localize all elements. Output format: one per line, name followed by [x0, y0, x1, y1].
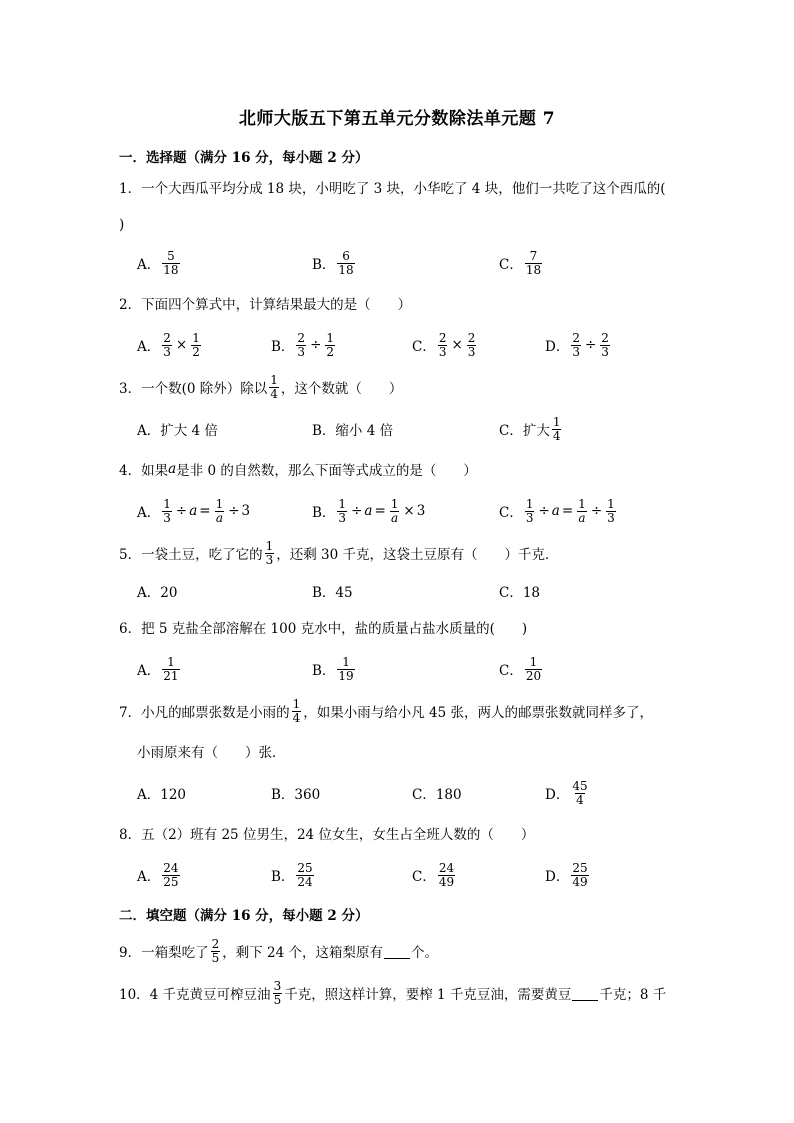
question-4-option-c[interactable]: C． $\frac{1}{3}$ ÷ a = $\frac{1}{a}$ ÷ $\frac{1}{3}$: [499, 496, 615, 525]
question-8-option-b[interactable]: B． $\frac{25}{24}$: [271, 860, 313, 889]
page-title: 北师大版五下第五单元分数除法单元题 7: [238, 109, 556, 129]
question-8-option-c[interactable]: C． $\frac{24}{49}$: [412, 860, 455, 889]
question-7-option-a[interactable]: A．120: [137, 787, 187, 803]
question-7-option-b[interactable]: B．360: [271, 787, 321, 803]
question-8-option-a[interactable]: A． $\frac{24}{25}$: [137, 860, 179, 889]
question-7-option-d[interactable]: D． $\frac{45}{4}$: [545, 778, 588, 807]
question-2-option-a[interactable]: A． $\frac{2}{3}$ × $\frac{1}{2}$: [137, 330, 200, 359]
question-1-option-c[interactable]: C． $\frac{7}{18}$: [499, 248, 542, 277]
question-3-option-a[interactable]: A．扩大 4 倍: [137, 423, 218, 439]
question-4-option-b[interactable]: B． $\frac{1}{3}$ ÷ a = $\frac{1}{a}$ × 3: [312, 496, 426, 525]
question-9-text: 9．一箱梨吃了 $\frac{2}{5}$ ，剩下 24 个，这箱梨原有 个。: [119, 936, 438, 965]
question-4-text: 4．如果 a 是非 0 的自然数，那么下面等式成立的是（ ）: [119, 461, 477, 479]
question-3-text: 3．一个数(0 除外）除以 $\frac{1}{4}$ ，这个数就（ ）: [119, 372, 403, 401]
question-7-text: 7．小凡的邮票张数是小雨的 $\frac{1}{4}$ ，如果小雨与给小凡 45 张，两人的邮票张数就同样多了，: [119, 696, 653, 725]
question-7-text-cont: 小雨原来有（ ）张．: [137, 745, 286, 761]
question-5-option-c[interactable]: C．18: [499, 585, 541, 601]
question-2-option-c[interactable]: C． $\frac{2}{3}$ × $\frac{2}{3}$: [412, 330, 476, 359]
question-3-option-c[interactable]: C．扩大 $\frac{1}{4}$: [499, 414, 561, 443]
question-1-option-b[interactable]: B． $\frac{6}{18}$: [312, 248, 354, 277]
question-2-option-d[interactable]: D． $\frac{2}{3}$ ÷ $\frac{2}{3}$: [545, 330, 609, 359]
fraction: $\frac{6}{18}$: [338, 248, 354, 277]
question-1-text-cont: ): [119, 217, 125, 233]
question-1-option-a[interactable]: A． $\frac{5}{18}$: [137, 248, 179, 277]
question-4-option-a[interactable]: A． $\frac{1}{3}$ ÷ a = $\frac{1}{a}$ ÷ 3: [137, 496, 251, 525]
question-3-option-b[interactable]: B．缩小 4 倍: [312, 423, 394, 439]
question-5-option-a[interactable]: A．20: [137, 585, 178, 601]
question-5-option-b[interactable]: B．45: [312, 585, 353, 601]
question-8-text: 8．五（2）班有 25 位男生，24 位女生，女生占全班人数的（ ）: [119, 827, 535, 843]
question-2-text: 2．下面四个算式中，计算结果最大的是（ ）: [119, 297, 412, 313]
fraction: $\frac{1}{4}$: [270, 372, 278, 401]
question-1-text: 1．一个大西瓜平均分成 18 块，小明吃了 3 块，小华吃了 4 块，他们一共吃了这个西瓜的(: [119, 181, 666, 197]
question-10-text: 10．4 千克黄豆可榨豆油 $\frac{3}{5}$ 千克，照这样计算，要榨 1 千克豆油，需要黄豆 千克；8 千: [119, 978, 667, 1007]
section-heading-choice: 一．选择题（满分 16 分，每小题 2 分）: [119, 150, 369, 166]
question-6-option-a[interactable]: A． $\frac{1}{21}$: [137, 654, 179, 683]
question-7-option-c[interactable]: C．180: [412, 787, 462, 803]
question-6-option-b[interactable]: B． $\frac{1}{19}$: [312, 654, 354, 683]
question-6-option-c[interactable]: C． $\frac{1}{20}$: [499, 654, 542, 683]
question-5-text: 5．一袋土豆，吃了它的 $\frac{1}{3}$ ，还剩 30 千克，这袋土豆原有（ ）千克．: [119, 538, 559, 567]
answer-blank[interactable]: [572, 986, 598, 1001]
answer-blank[interactable]: [384, 944, 410, 959]
section-heading-fill: 二．填空题（满分 16 分，每小题 2 分）: [119, 908, 369, 924]
fraction: $\frac{5}{18}$: [163, 248, 179, 277]
question-6-text: 6．把 5 克盐全部溶解在 100 克水中，盐的质量占盐水质量的( ): [119, 621, 528, 637]
question-8-option-d[interactable]: D． $\frac{25}{49}$: [545, 860, 588, 889]
question-2-option-b[interactable]: B． $\frac{2}{3}$ ÷ $\frac{1}{2}$: [271, 330, 335, 359]
fraction: $\frac{7}{18}$: [525, 248, 542, 277]
